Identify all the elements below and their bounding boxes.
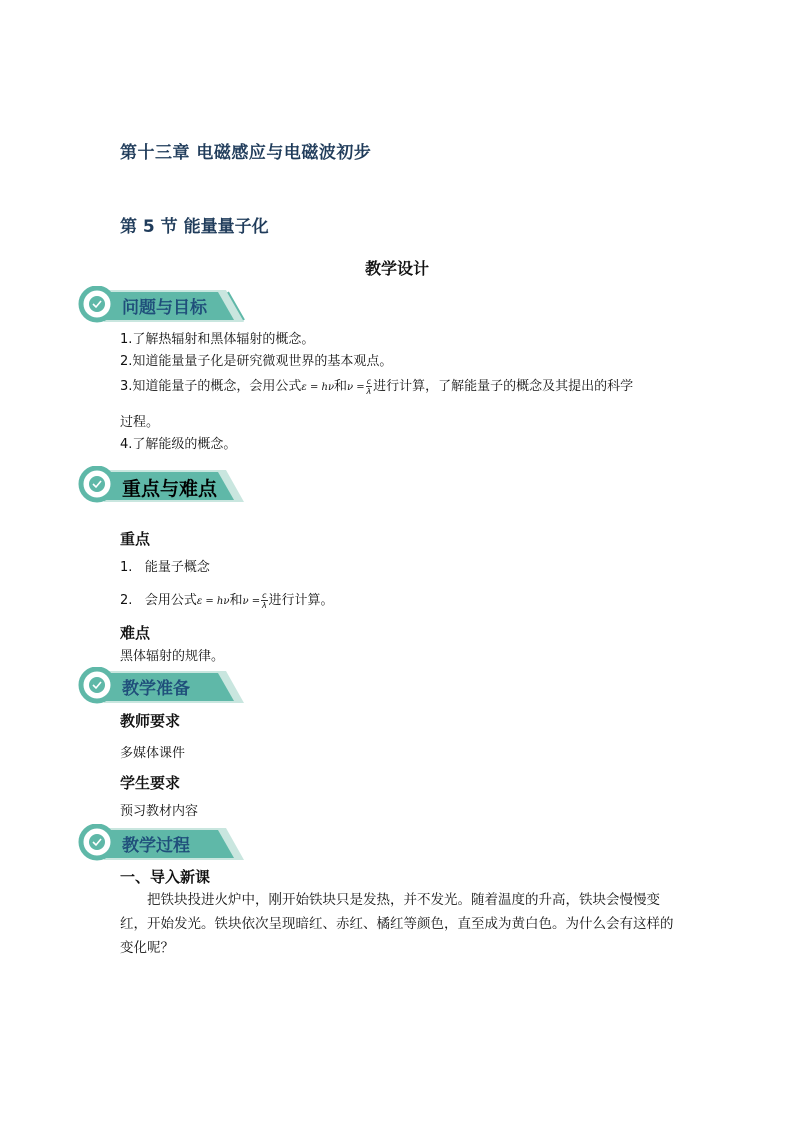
key-item-2 [120, 589, 334, 610]
student-text: 预习教材内容 [120, 804, 199, 819]
formula-fraction [261, 591, 267, 610]
goal-item-3-cont: 过程。 [120, 415, 160, 430]
banner-preparation-label: 教学准备 [122, 679, 190, 699]
goal-item-2: 2.知道能量量子化是研究微观世界的基本观点。 [120, 354, 393, 369]
fraction-numerator: c [366, 377, 372, 386]
banner-process [78, 824, 248, 864]
formula-frequency-lhs: ν = [242, 596, 261, 607]
goal-item-3-suffix: 进行计算，了解能量子的概念及其提出的科学 [373, 379, 634, 394]
banner-goals-label: 问题与目标 [122, 298, 207, 318]
goal-item-3 [120, 375, 633, 396]
key-item-1-text: 能量子概念 [144, 560, 210, 575]
key-heading: 重点 [120, 530, 151, 548]
formula-energy: ε = hν [301, 382, 335, 393]
banner-key-points-label: 重点与难点 [122, 478, 218, 500]
key-item-1-number: 1. [120, 560, 133, 575]
difficulty-text: 黑体辐射的规律。 [120, 649, 225, 664]
goal-item-4: 4.了解能级的概念。 [120, 437, 237, 452]
banner-goals [78, 286, 248, 326]
document-title: 教学设计 [364, 259, 429, 278]
section-title: 第 5 节 能量量子化 [120, 217, 269, 237]
goal-item-1: 1.了解热辐射和黑体辐射的概念。 [120, 332, 315, 347]
fraction-numerator: c [262, 591, 267, 600]
teacher-heading: 教师要求 [120, 712, 181, 730]
formula-energy: ε = hν [196, 596, 230, 607]
key-item-2-suffix: 进行计算。 [268, 593, 334, 608]
fraction-denominator: λ [366, 387, 372, 396]
banner-preparation [78, 667, 248, 707]
difficulty-heading: 难点 [120, 624, 151, 642]
key-item-1 [120, 556, 210, 575]
fraction-denominator: λ [261, 601, 267, 610]
key-item-2-number: 2. [120, 593, 133, 608]
banner-process-label: 教学过程 [122, 836, 190, 856]
formula-fraction [366, 377, 372, 396]
goal-item-3-prefix: 3.知道能量子的概念，会用公式 [120, 379, 302, 394]
student-heading: 学生要求 [120, 774, 181, 792]
and-text: 和 [334, 379, 348, 394]
part1-heading: 一、导入新课 [120, 868, 211, 886]
chapter-title: 第十三章 电磁感应与电磁波初步 [120, 143, 372, 163]
part1-paragraph: 把铁块投进火炉中，刚开始铁块只是发热，并不发光。随着温度的升高，铁块会慢慢变红，开始发光。铁块依次呈现暗红、赤红、橘红等颜色，直至成为黄白色。为什么会有这样的变化呢？ [120, 892, 674, 956]
and-text: 和 [229, 593, 243, 608]
teacher-text: 多媒体课件 [120, 746, 186, 761]
banner-key-points [78, 466, 248, 506]
formula-frequency-lhs: ν = [347, 382, 365, 393]
key-item-2-prefix: 会用公式 [144, 593, 197, 608]
